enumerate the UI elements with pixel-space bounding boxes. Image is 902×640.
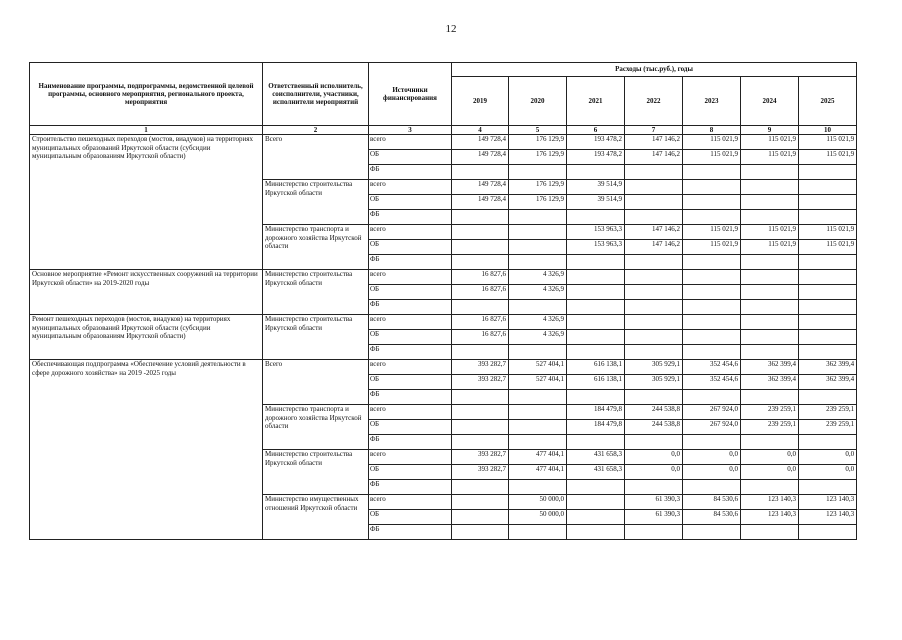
- amount-cell: [799, 285, 857, 300]
- amount-cell: [683, 165, 741, 180]
- amount-cell: [683, 525, 741, 540]
- amount-cell: [741, 195, 799, 210]
- program-name-cell: Основное мероприятие «Ремонт искусственных сооружений на территории Иркутской области» на 2019-2020 годы: [30, 270, 263, 315]
- amount-cell: [567, 330, 625, 345]
- funding-source-cell: ОБ: [369, 285, 452, 300]
- amount-cell: 4 326,9: [509, 285, 567, 300]
- funding-source-cell: ОБ: [369, 510, 452, 525]
- amount-cell: [799, 345, 857, 360]
- header-year: 2025: [799, 77, 857, 126]
- funding-source-cell: ФБ: [369, 165, 452, 180]
- amount-cell: 123 140,3: [799, 510, 857, 525]
- amount-cell: [683, 285, 741, 300]
- amount-cell: 115 021,9: [683, 150, 741, 165]
- amount-cell: 431 658,3: [567, 465, 625, 480]
- amount-cell: [799, 165, 857, 180]
- header-source: Источники финансирования: [369, 63, 452, 126]
- amount-cell: 305 929,1: [625, 375, 683, 390]
- amount-cell: [683, 180, 741, 195]
- amount-cell: 239 259,1: [799, 405, 857, 420]
- funding-source-cell: всего: [369, 495, 452, 510]
- amount-cell: [509, 420, 567, 435]
- amount-cell: [799, 180, 857, 195]
- amount-cell: [741, 330, 799, 345]
- amount-cell: [741, 285, 799, 300]
- amount-cell: 39 514,9: [567, 180, 625, 195]
- amount-cell: 239 259,1: [741, 420, 799, 435]
- amount-cell: [452, 300, 509, 315]
- amount-cell: 4 326,9: [509, 270, 567, 285]
- funding-source-cell: ФБ: [369, 480, 452, 495]
- amount-cell: 61 390,3: [625, 510, 683, 525]
- table-row: [30, 315, 857, 330]
- amount-cell: 4 326,9: [509, 330, 567, 345]
- amount-cell: [567, 315, 625, 330]
- amount-cell: 176 129,9: [509, 180, 567, 195]
- amount-cell: 352 454,6: [683, 360, 741, 375]
- amount-cell: 362 399,4: [741, 360, 799, 375]
- amount-cell: 0,0: [799, 465, 857, 480]
- amount-cell: 147 146,2: [625, 135, 683, 150]
- amount-cell: [625, 345, 683, 360]
- amount-cell: 149 728,4: [452, 195, 509, 210]
- executor-cell: Всего: [263, 135, 369, 180]
- amount-cell: 115 021,9: [799, 225, 857, 240]
- amount-cell: 115 021,9: [683, 240, 741, 255]
- amount-cell: [452, 405, 509, 420]
- amount-cell: 393 282,7: [452, 465, 509, 480]
- amount-cell: [509, 390, 567, 405]
- amount-cell: 193 478,2: [567, 150, 625, 165]
- program-name-cell: Строительство пешеходных переходов (мостов, виадуков) на территориях муниципальных образований Иркутской области (субсидии муниципальным образованиям Иркутской области): [30, 135, 263, 270]
- funding-source-cell: ФБ: [369, 345, 452, 360]
- amount-cell: [683, 390, 741, 405]
- amount-cell: 149 728,4: [452, 135, 509, 150]
- amount-cell: [741, 525, 799, 540]
- amount-cell: 393 282,7: [452, 360, 509, 375]
- amount-cell: 362 399,4: [799, 360, 857, 375]
- amount-cell: [452, 210, 509, 225]
- amount-cell: [567, 285, 625, 300]
- amount-cell: [741, 315, 799, 330]
- funding-source-cell: всего: [369, 135, 452, 150]
- amount-cell: 527 404,1: [509, 360, 567, 375]
- funding-source-cell: ОБ: [369, 195, 452, 210]
- amount-cell: 0,0: [683, 450, 741, 465]
- amount-cell: [625, 315, 683, 330]
- table-row: [30, 270, 857, 285]
- column-number: 8: [683, 126, 741, 135]
- amount-cell: [567, 435, 625, 450]
- amount-cell: [683, 345, 741, 360]
- amount-cell: [452, 240, 509, 255]
- funding-source-cell: ФБ: [369, 300, 452, 315]
- amount-cell: [567, 390, 625, 405]
- column-number: 2: [263, 126, 369, 135]
- amount-cell: 267 924,0: [683, 405, 741, 420]
- amount-cell: 616 138,1: [567, 375, 625, 390]
- amount-cell: [799, 435, 857, 450]
- header-year: 2020: [509, 77, 567, 126]
- amount-cell: 115 021,9: [683, 225, 741, 240]
- amount-cell: [452, 480, 509, 495]
- amount-cell: 239 259,1: [741, 405, 799, 420]
- amount-cell: [799, 195, 857, 210]
- amount-cell: [625, 330, 683, 345]
- executor-cell: Всего: [263, 360, 369, 405]
- amount-cell: [625, 285, 683, 300]
- table-body: [30, 135, 857, 540]
- amount-cell: 153 963,3: [567, 225, 625, 240]
- amount-cell: [509, 240, 567, 255]
- column-number: 6: [567, 126, 625, 135]
- amount-cell: 149 728,4: [452, 150, 509, 165]
- page-number: 12: [445, 23, 457, 35]
- amount-cell: [741, 255, 799, 270]
- header-year: 2024: [741, 77, 799, 126]
- amount-cell: 16 827,6: [452, 315, 509, 330]
- program-name-cell: Ремонт пешеходных переходов (мостов, виадуков) на территориях муниципальных образований Иркутской области (субсидии муниципальным образованиям Иркутской области): [30, 315, 263, 360]
- executor-cell: Министерство имущественных отношений Иркутской области: [263, 495, 369, 540]
- amount-cell: 39 514,9: [567, 195, 625, 210]
- funding-source-cell: ОБ: [369, 150, 452, 165]
- amount-cell: [625, 390, 683, 405]
- amount-cell: [683, 300, 741, 315]
- amount-cell: 16 827,6: [452, 285, 509, 300]
- amount-cell: [741, 210, 799, 225]
- amount-cell: [452, 420, 509, 435]
- funding-source-cell: ФБ: [369, 525, 452, 540]
- amount-cell: 0,0: [625, 450, 683, 465]
- amount-cell: [567, 495, 625, 510]
- amount-cell: [683, 480, 741, 495]
- amount-cell: [452, 510, 509, 525]
- amount-cell: [625, 180, 683, 195]
- amount-cell: [625, 435, 683, 450]
- amount-cell: 84 530,6: [683, 510, 741, 525]
- amount-cell: 123 140,3: [741, 495, 799, 510]
- amount-cell: 352 454,6: [683, 375, 741, 390]
- column-number: 9: [741, 126, 799, 135]
- amount-cell: [741, 270, 799, 285]
- amount-cell: [683, 210, 741, 225]
- funding-source-cell: ОБ: [369, 330, 452, 345]
- amount-cell: 153 963,3: [567, 240, 625, 255]
- amount-cell: [509, 405, 567, 420]
- amount-cell: 184 479,8: [567, 420, 625, 435]
- amount-cell: [509, 525, 567, 540]
- amount-cell: [625, 270, 683, 285]
- amount-cell: 115 021,9: [741, 225, 799, 240]
- amount-cell: 267 924,0: [683, 420, 741, 435]
- amount-cell: [452, 495, 509, 510]
- amount-cell: [452, 435, 509, 450]
- amount-cell: [567, 270, 625, 285]
- amount-cell: 16 827,6: [452, 270, 509, 285]
- amount-cell: [799, 300, 857, 315]
- amount-cell: 115 021,9: [799, 150, 857, 165]
- amount-cell: [683, 315, 741, 330]
- amount-cell: [741, 390, 799, 405]
- column-number: 1: [30, 126, 263, 135]
- header-executor: Ответственный исполнитель, соисполнители, участники, исполнители мероприятий: [263, 63, 369, 126]
- amount-cell: [625, 195, 683, 210]
- executor-cell: Министерство транспорта и дорожного хозяйства Иркутской области: [263, 225, 369, 270]
- amount-cell: [509, 345, 567, 360]
- amount-cell: [741, 300, 799, 315]
- amount-cell: 147 146,2: [625, 225, 683, 240]
- funding-source-cell: ОБ: [369, 465, 452, 480]
- funding-source-cell: ФБ: [369, 390, 452, 405]
- amount-cell: [683, 330, 741, 345]
- header-year: 2022: [625, 77, 683, 126]
- amount-cell: 123 140,3: [741, 510, 799, 525]
- amount-cell: [452, 345, 509, 360]
- amount-cell: [509, 225, 567, 240]
- funding-source-cell: всего: [369, 270, 452, 285]
- amount-cell: [452, 525, 509, 540]
- amount-cell: [452, 255, 509, 270]
- amount-cell: 0,0: [741, 465, 799, 480]
- header-name: Наименование программы, подпрограммы, ведомственной целевой программы, основного мероприятия, регионального проекта, мероприятия: [30, 63, 263, 126]
- amount-cell: [625, 210, 683, 225]
- amount-cell: 147 146,2: [625, 240, 683, 255]
- amount-cell: 115 021,9: [741, 240, 799, 255]
- amount-cell: [799, 390, 857, 405]
- amount-cell: [799, 270, 857, 285]
- funding-source-cell: всего: [369, 405, 452, 420]
- amount-cell: [567, 210, 625, 225]
- amount-cell: [509, 300, 567, 315]
- amount-cell: 0,0: [625, 465, 683, 480]
- funding-source-cell: всего: [369, 180, 452, 195]
- amount-cell: [741, 180, 799, 195]
- amount-cell: 431 658,3: [567, 450, 625, 465]
- funding-source-cell: ОБ: [369, 420, 452, 435]
- amount-cell: 477 404,1: [509, 465, 567, 480]
- amount-cell: [567, 165, 625, 180]
- amount-cell: 193 478,2: [567, 135, 625, 150]
- funding-source-cell: ОБ: [369, 240, 452, 255]
- amount-cell: [509, 480, 567, 495]
- column-number: 10: [799, 126, 857, 135]
- column-number: 5: [509, 126, 567, 135]
- funding-source-cell: ФБ: [369, 255, 452, 270]
- amount-cell: 115 021,9: [799, 240, 857, 255]
- column-number: 3: [369, 126, 452, 135]
- amount-cell: 477 404,1: [509, 450, 567, 465]
- amount-cell: 176 129,9: [509, 195, 567, 210]
- executor-cell: Министерство строительства Иркутской области: [263, 180, 369, 225]
- table-row: [30, 135, 857, 150]
- amount-cell: [741, 480, 799, 495]
- amount-cell: 115 021,9: [799, 135, 857, 150]
- amount-cell: 393 282,7: [452, 450, 509, 465]
- amount-cell: 115 021,9: [683, 135, 741, 150]
- amount-cell: [799, 525, 857, 540]
- amount-cell: 0,0: [741, 450, 799, 465]
- amount-cell: [567, 300, 625, 315]
- executor-cell: Министерство транспорта и дорожного хозяйства Иркутской области: [263, 405, 369, 450]
- amount-cell: [799, 315, 857, 330]
- amount-cell: [625, 480, 683, 495]
- amount-cell: [625, 525, 683, 540]
- amount-cell: [509, 210, 567, 225]
- amount-cell: [683, 435, 741, 450]
- amount-cell: 362 399,4: [741, 375, 799, 390]
- executor-cell: Министерство строительства Иркутской области: [263, 315, 369, 360]
- amount-cell: 244 538,8: [625, 420, 683, 435]
- column-number: 7: [625, 126, 683, 135]
- amount-cell: [567, 255, 625, 270]
- amount-cell: [741, 345, 799, 360]
- amount-cell: 61 390,3: [625, 495, 683, 510]
- amount-cell: 305 929,1: [625, 360, 683, 375]
- amount-cell: 616 138,1: [567, 360, 625, 375]
- executor-cell: Министерство строительства Иркутской области: [263, 270, 369, 315]
- amount-cell: [509, 165, 567, 180]
- funding-source-cell: ФБ: [369, 435, 452, 450]
- amount-cell: 84 530,6: [683, 495, 741, 510]
- funding-source-cell: всего: [369, 315, 452, 330]
- funding-source-cell: всего: [369, 225, 452, 240]
- amount-cell: 527 404,1: [509, 375, 567, 390]
- header-year: 2021: [567, 77, 625, 126]
- amount-cell: [625, 300, 683, 315]
- amount-cell: [799, 210, 857, 225]
- amount-cell: [509, 435, 567, 450]
- amount-cell: [683, 255, 741, 270]
- amount-cell: 149 728,4: [452, 180, 509, 195]
- amount-cell: [452, 225, 509, 240]
- amount-cell: 50 000,0: [509, 495, 567, 510]
- amount-cell: 0,0: [683, 465, 741, 480]
- amount-cell: 147 146,2: [625, 150, 683, 165]
- amount-cell: [799, 480, 857, 495]
- amount-cell: 176 129,9: [509, 135, 567, 150]
- amount-cell: 184 479,8: [567, 405, 625, 420]
- amount-cell: [567, 345, 625, 360]
- amount-cell: 176 129,9: [509, 150, 567, 165]
- amount-cell: 4 326,9: [509, 315, 567, 330]
- program-name-cell: Обеспечивающая подпрограмма «Обеспечение условий деятельности в сфере дорожного хозяйства» на 2019 -2025 годы: [30, 360, 263, 540]
- amount-cell: 115 021,9: [741, 150, 799, 165]
- amount-cell: 115 021,9: [741, 135, 799, 150]
- amount-cell: 244 538,8: [625, 405, 683, 420]
- header-expenses: Расходы (тыс.руб.), годы: [452, 63, 857, 77]
- amount-cell: [567, 525, 625, 540]
- amount-cell: 393 282,7: [452, 375, 509, 390]
- executor-cell: Министерство строительства Иркутской области: [263, 450, 369, 495]
- amount-cell: [452, 390, 509, 405]
- amount-cell: [567, 510, 625, 525]
- amount-cell: [567, 480, 625, 495]
- amount-cell: [683, 270, 741, 285]
- funding-source-cell: ОБ: [369, 375, 452, 390]
- amount-cell: [452, 165, 509, 180]
- amount-cell: [625, 165, 683, 180]
- funding-source-cell: всего: [369, 450, 452, 465]
- header-year: 2019: [452, 77, 509, 126]
- amount-cell: [799, 255, 857, 270]
- amount-cell: [799, 330, 857, 345]
- amount-cell: 239 259,1: [799, 420, 857, 435]
- amount-cell: 16 827,6: [452, 330, 509, 345]
- amount-cell: [625, 255, 683, 270]
- column-number: 4: [452, 126, 509, 135]
- budget-table: [29, 62, 857, 540]
- amount-cell: 0,0: [799, 450, 857, 465]
- amount-cell: 362 399,4: [799, 375, 857, 390]
- funding-source-cell: ФБ: [369, 210, 452, 225]
- header-year: 2023: [683, 77, 741, 126]
- amount-cell: [741, 165, 799, 180]
- amount-cell: 123 140,3: [799, 495, 857, 510]
- funding-source-cell: всего: [369, 360, 452, 375]
- amount-cell: [683, 195, 741, 210]
- amount-cell: [741, 435, 799, 450]
- table-row: [30, 360, 857, 375]
- amount-cell: [509, 255, 567, 270]
- amount-cell: 50 000,0: [509, 510, 567, 525]
